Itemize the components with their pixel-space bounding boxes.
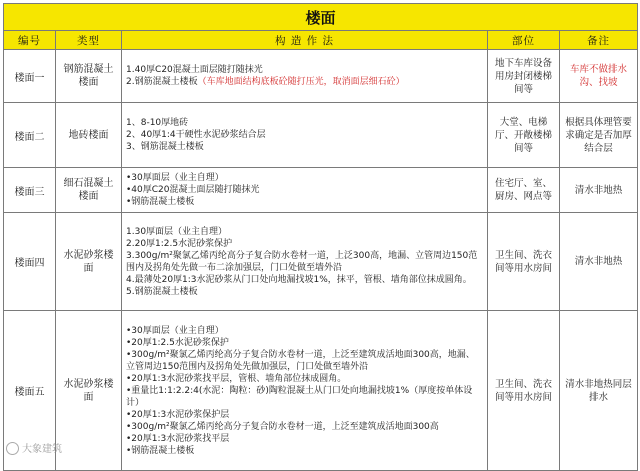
- construction-line: 5.钢筋混凝土楼板: [126, 286, 483, 298]
- header-construction: 构 造 作 法: [122, 31, 488, 50]
- construction-line: 2、40厚1:4干硬性水泥砂浆结合层: [126, 129, 483, 141]
- watermark-text: 大象建筑: [22, 444, 62, 455]
- row-note: 清水非地热: [560, 168, 638, 213]
- table-title: 楼面: [4, 4, 638, 31]
- construction-line: 2.20厚1:2.5水泥砂浆保护: [126, 238, 483, 250]
- construction-line: 1.40厚C20混凝土面层随打随抹光: [126, 64, 483, 76]
- row-type: 水泥砂浆楼面: [56, 311, 122, 471]
- construction-line: 4.最薄处20厚1:3水泥砂浆从门口处向地漏找坡1%，抹平，管根、墙角部位抹成圆角。: [126, 274, 483, 286]
- construction-line: •40厚C20混凝土面层随打随抹光: [126, 184, 483, 196]
- row-construction: [122, 168, 488, 213]
- construction-line: 1.30厚面层（业主自理）: [126, 226, 483, 238]
- row-note: 清水非地热同层排水: [560, 311, 638, 471]
- table-row: [4, 103, 638, 168]
- row-type: 水泥砂浆楼面: [56, 213, 122, 311]
- construction-line: •300g/m²聚氯乙烯丙纶高分子复合防水卷材一道，上泛至建筑成活地面300高，地漏、立管周边150范围内及拐角处先做加强层，门口处做至墙外沿: [126, 349, 483, 373]
- title-row: [4, 4, 638, 31]
- header-part: 部位: [488, 31, 560, 50]
- table-row: [4, 311, 638, 471]
- row-code: 楼面一: [4, 50, 56, 103]
- construction-line: •重量比1:1:2.2:4(水泥：陶粒：砂)陶粒混凝土从门口处向地漏找坡1%（厚度按单体设计）: [126, 385, 483, 409]
- watermark-logo-icon: [6, 442, 19, 455]
- row-construction: [122, 311, 488, 471]
- row-part: 地下车库设备用房封闭楼梯间等: [488, 50, 560, 103]
- row-type: 细石混凝土楼面: [56, 168, 122, 213]
- construction-line: •30厚面层（业主自理）: [126, 325, 483, 337]
- construction-line: •钢筋混凝土楼板: [126, 196, 483, 208]
- table-row: [4, 213, 638, 311]
- construction-line: •20厚1:3水泥砂浆保护层: [126, 409, 483, 421]
- watermark: [6, 440, 62, 456]
- row-code: 楼面五: [4, 311, 56, 471]
- construction-line: •20厚1:3水泥砂浆找平层: [126, 433, 483, 445]
- construction-line: 3、钢筋混凝土楼板: [126, 141, 483, 153]
- row-part: 住宅厅、室、厨房、网点等: [488, 168, 560, 213]
- row-construction: [122, 213, 488, 311]
- row-construction: [122, 50, 488, 103]
- row-part: 卫生间、洗衣间等用水房间: [488, 311, 560, 471]
- header-code: 编号: [4, 31, 56, 50]
- construction-line: •300g/m²聚氯乙烯丙纶高分子复合防水卷材一道，上泛至建筑成活地面300高: [126, 421, 483, 433]
- row-code: 楼面三: [4, 168, 56, 213]
- row-part: 大堂、电梯厅、开敞楼梯间等: [488, 103, 560, 168]
- row-code: 楼面二: [4, 103, 56, 168]
- header-row: [4, 31, 638, 50]
- construction-line: •20厚1:2.5水泥砂浆保护: [126, 337, 483, 349]
- header-note: 备注: [560, 31, 638, 50]
- construction-line: 2.钢筋混凝土楼板（车库地面结构底板砼随打压光，取消面层细石砼）: [126, 76, 483, 88]
- row-part: 卫生间、洗衣间等用水房间: [488, 213, 560, 311]
- construction-line: 3.300g/m²聚氯乙烯丙纶高分子复合防水卷材一道，上泛300高，地漏、立管周边150范围内及拐角处先做一布二涂加强层，门口处做至墙外沿: [126, 250, 483, 274]
- construction-line: •钢筋混凝土楼板: [126, 445, 483, 457]
- row-construction: [122, 103, 488, 168]
- header-type: 类型: [56, 31, 122, 50]
- construction-line: •30厚面层（业主自理）: [126, 172, 483, 184]
- floor-spec-table: [3, 3, 638, 471]
- row-code: 楼面四: [4, 213, 56, 311]
- table-row: [4, 168, 638, 213]
- construction-line-red-note: （车库地面结构底板砼随打压光，取消面层细石砼）: [198, 77, 405, 87]
- row-note: 车库不做排水沟、找坡: [560, 50, 638, 103]
- row-type: 地砖楼面: [56, 103, 122, 168]
- floor-spec-table-frame: [3, 3, 637, 458]
- row-note: 清水非地热: [560, 213, 638, 311]
- row-note: 根据具体理管要求确定是否加厚结合层: [560, 103, 638, 168]
- table-row: [4, 50, 638, 103]
- construction-line: 1、8-10厚地砖: [126, 117, 483, 129]
- construction-line: •20厚1:3水泥砂浆找平层，管根、墙角部位抹成圆角。: [126, 373, 483, 385]
- row-type: 钢筋混凝土楼面: [56, 50, 122, 103]
